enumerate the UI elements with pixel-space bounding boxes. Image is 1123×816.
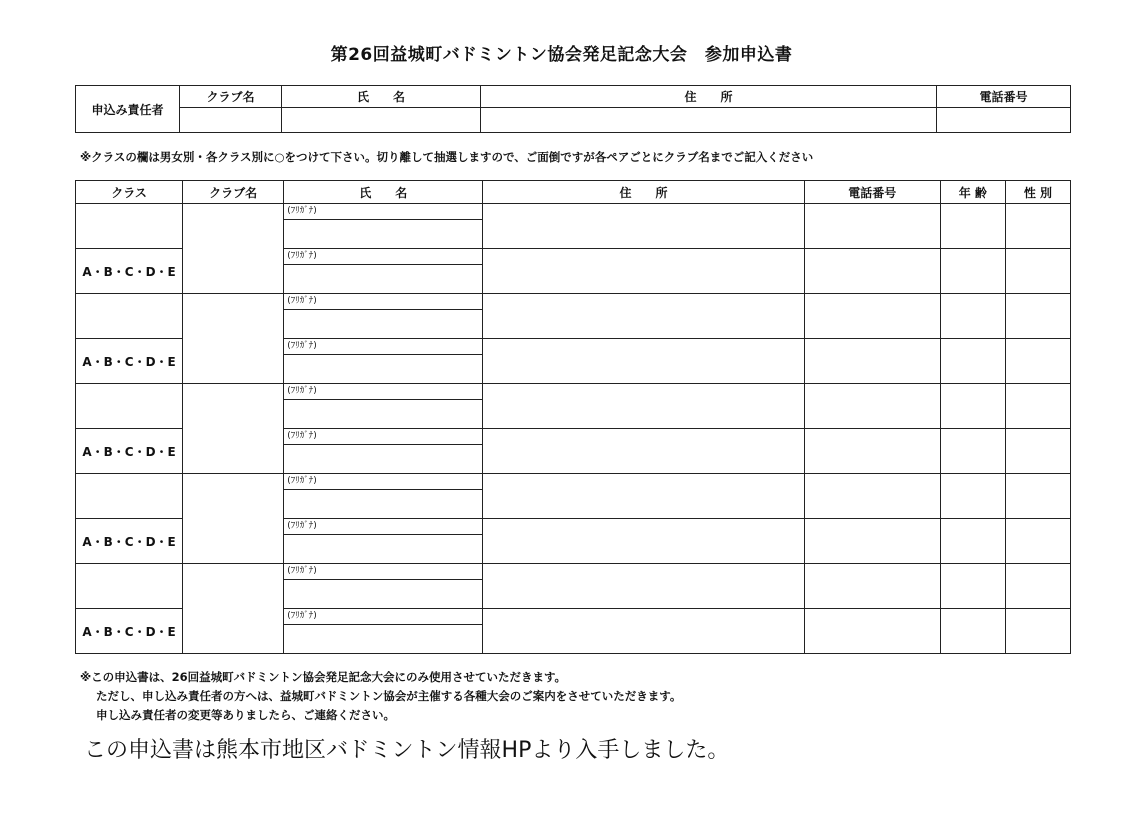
address-cell[interactable]	[483, 294, 804, 339]
age-cell[interactable]	[940, 384, 1005, 429]
age-cell[interactable]	[940, 564, 1005, 609]
class-cell[interactable]	[76, 384, 183, 429]
furigana-label: (ﾌﾘｶﾞﾅ)	[284, 294, 482, 310]
resp-phone-field[interactable]	[937, 108, 1071, 133]
table-row	[76, 564, 1071, 609]
furigana-label: (ﾌﾘｶﾞﾅ)	[284, 384, 482, 400]
name-cell[interactable]	[284, 384, 483, 429]
class-cell[interactable]	[76, 474, 183, 519]
phone-cell[interactable]	[804, 339, 940, 384]
class-cell[interactable]	[76, 204, 183, 249]
header-phone: 電話番号	[804, 181, 940, 204]
header-club: クラブ名	[183, 181, 284, 204]
gender-cell[interactable]	[1005, 384, 1070, 429]
address-cell[interactable]	[483, 384, 804, 429]
phone-cell[interactable]	[804, 609, 940, 654]
phone-cell[interactable]	[804, 474, 940, 519]
class-cell[interactable]: A・B・C・D・E	[76, 249, 183, 294]
furigana-label: (ﾌﾘｶﾞﾅ)	[284, 204, 482, 220]
phone-cell[interactable]	[804, 519, 940, 564]
table-row	[76, 474, 1071, 519]
name-cell[interactable]	[284, 339, 483, 384]
class-cell[interactable]	[76, 294, 183, 339]
gender-cell[interactable]	[1005, 564, 1070, 609]
resp-club-field[interactable]	[180, 108, 282, 133]
table-row	[76, 204, 1071, 249]
furigana-label: (ﾌﾘｶﾞﾅ)	[284, 339, 482, 355]
address-cell[interactable]	[483, 249, 804, 294]
club-name-cell[interactable]	[183, 204, 284, 294]
form-title: 第26回益城町バドミントン協会発足記念大会 参加申込書	[330, 45, 793, 65]
footer-note-3: 申し込み責任者の変更等ありましたら、ご連絡ください。	[96, 708, 395, 722]
gender-cell[interactable]	[1005, 519, 1070, 564]
table-row	[76, 384, 1071, 429]
address-cell[interactable]	[483, 339, 804, 384]
header-name: 氏 名	[284, 181, 483, 204]
resp-header-address: 住 所	[481, 86, 937, 108]
address-cell[interactable]	[483, 204, 804, 249]
club-name-cell[interactable]	[183, 474, 284, 564]
class-cell[interactable]: A・B・C・D・E	[76, 519, 183, 564]
age-cell[interactable]	[940, 339, 1005, 384]
resp-name-field[interactable]	[282, 108, 481, 133]
entry-table	[75, 180, 1071, 654]
club-name-cell[interactable]	[183, 384, 284, 474]
gender-cell[interactable]	[1005, 474, 1070, 519]
gender-cell[interactable]	[1005, 294, 1070, 339]
gender-cell[interactable]	[1005, 609, 1070, 654]
phone-cell[interactable]	[804, 249, 940, 294]
age-cell[interactable]	[940, 249, 1005, 294]
gender-cell[interactable]	[1005, 204, 1070, 249]
phone-cell[interactable]	[804, 384, 940, 429]
age-cell[interactable]	[940, 204, 1005, 249]
class-cell[interactable]: A・B・C・D・E	[76, 609, 183, 654]
address-cell[interactable]	[483, 474, 804, 519]
gender-cell[interactable]	[1005, 429, 1070, 474]
furigana-label: (ﾌﾘｶﾞﾅ)	[284, 474, 482, 490]
header-gender: 性 別	[1005, 181, 1070, 204]
name-cell[interactable]	[284, 429, 483, 474]
name-cell[interactable]	[284, 564, 483, 609]
resp-header-phone: 電話番号	[937, 86, 1071, 108]
furigana-label: (ﾌﾘｶﾞﾅ)	[284, 564, 482, 580]
address-cell[interactable]	[483, 519, 804, 564]
footer-note-1: ※この申込書は、26回益城町バドミントン協会発足記念大会にのみ使用させていただきます。	[80, 670, 567, 684]
class-cell[interactable]: A・B・C・D・E	[76, 429, 183, 474]
phone-cell[interactable]	[804, 564, 940, 609]
name-cell[interactable]	[284, 519, 483, 564]
gender-cell[interactable]	[1005, 339, 1070, 384]
age-cell[interactable]	[940, 609, 1005, 654]
club-name-cell[interactable]	[183, 294, 284, 384]
furigana-label: (ﾌﾘｶﾞﾅ)	[284, 609, 482, 625]
source-note: この申込書は熊本市地区バドミントン情報HPより入手しました。	[84, 738, 730, 763]
class-note: ※クラスの欄は男女別・各クラス別に○をつけて下さい。切り離して抽選しますので、ご面倒ですが各ペアごとにクラブ名までご記入ください	[80, 150, 814, 164]
responsible-table	[75, 85, 1071, 133]
age-cell[interactable]	[940, 294, 1005, 339]
address-cell[interactable]	[483, 429, 804, 474]
class-cell[interactable]: A・B・C・D・E	[76, 339, 183, 384]
header-class: クラス	[76, 181, 183, 204]
address-cell[interactable]	[483, 609, 804, 654]
name-cell[interactable]	[284, 609, 483, 654]
resp-header-name: 氏 名	[282, 86, 481, 108]
name-cell[interactable]	[284, 294, 483, 339]
name-cell[interactable]	[284, 204, 483, 249]
furigana-label: (ﾌﾘｶﾞﾅ)	[284, 429, 482, 445]
header-address: 住 所	[483, 181, 804, 204]
name-cell[interactable]	[284, 249, 483, 294]
class-cell[interactable]	[76, 564, 183, 609]
age-cell[interactable]	[940, 429, 1005, 474]
name-cell[interactable]	[284, 474, 483, 519]
club-name-cell[interactable]	[183, 564, 284, 654]
phone-cell[interactable]	[804, 294, 940, 339]
age-cell[interactable]	[940, 474, 1005, 519]
responsible-label: 申込み責任者	[76, 86, 180, 133]
address-cell[interactable]	[483, 564, 804, 609]
gender-cell[interactable]	[1005, 249, 1070, 294]
phone-cell[interactable]	[804, 204, 940, 249]
resp-address-field[interactable]	[481, 108, 937, 133]
resp-header-club: クラブ名	[180, 86, 282, 108]
header-age: 年 齢	[940, 181, 1005, 204]
furigana-label: (ﾌﾘｶﾞﾅ)	[284, 519, 482, 535]
table-row	[76, 294, 1071, 339]
footer-note-2: ただし、申し込み責任者の方へは、益城町バドミントン協会が主催する各種大会のご案内をさせていただきます。	[96, 689, 682, 703]
age-cell[interactable]	[940, 519, 1005, 564]
phone-cell[interactable]	[804, 429, 940, 474]
furigana-label: (ﾌﾘｶﾞﾅ)	[284, 249, 482, 265]
